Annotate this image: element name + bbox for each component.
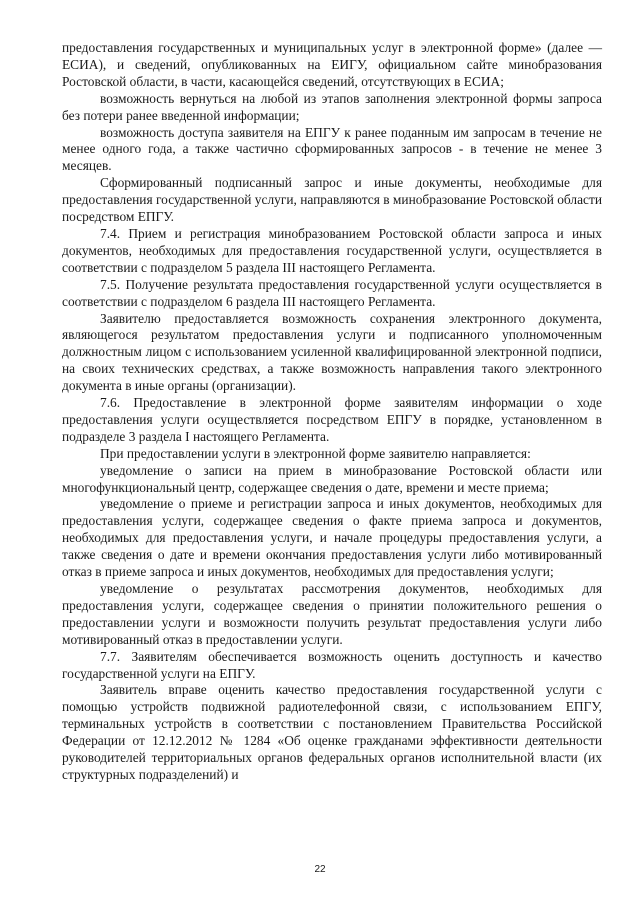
paragraph-notification-registration: уведомление о приеме и регистрации запроса и иных документов, необходимых для предоставления услуги, содержащее сведения о факте приема запроса и документов, необходимых для предоставления услуги, и начале процедуры предоставления услуги, а также сведения о дате и времени окончания предоставления услуги либо мотивированный отказ в приеме запроса и иных документов, необходимых для предоставления услуги; — [62, 496, 602, 580]
paragraph-7-6: 7.6. Предоставление в электронной форме заявителям информации о ходе предоставления услуги осуществляется посредством ЕПГУ в порядке, установленном в подразделе 3 раздела I настоящего Регламента. — [62, 395, 602, 444]
paragraph-access-previous-requests: возможность доступа заявителя на ЕПГУ к ранее поданным им запросам в течение не менее одного года, а также частично сформированных запросов - в течение не менее 3 месяцев. — [62, 124, 602, 174]
paragraph-7-5: 7.5. Получение результата предоставления государственной услуги осуществляется в соответствии с подразделом 6 раздела III настоящего Регламента. — [62, 276, 602, 309]
paragraph-signed-request-sent: Сформированный подписанный запрос и иные документы, необходимые для предоставления государственной услуги, направляются в минобразование Ростовской области посредством ЕПГУ. — [62, 175, 602, 225]
paragraph-save-electronic-document: Заявителю предоставляется возможность сохранения электронного документа, являющегося результатом предоставления услуги и подписанного уполномоченным должностным лицом с использованием усиленной квалифицированной электронной подписи, на своих технических средствах, а также возможность направления такого электронного документа в иные органы (организации). — [62, 310, 602, 394]
document-body — [62, 40, 602, 784]
page-number: 22 — [314, 864, 326, 875]
paragraph-notification-results: уведомление о результатах рассмотрения документов, необходимых для предоставления услуги, содержащее сведения о принятии положительного решения о предоставлении услуги и возможности получить результат предоставления услуги либо мотивированный отказ в предоставлении услуги. — [62, 581, 602, 647]
paragraph-7-4: 7.4. Прием и регистрация минобразованием Ростовской области запроса и иных документов, необходимых для предоставления государственной услуги, осуществляется в соответствии с подразделом 5 раздела III настоящего Регламента. — [62, 225, 602, 275]
paragraph-notification-appointment: уведомление о записи на прием в минобразование Ростовской области или многофункциональный центр, содержащее сведения о дате, времени и месте приема; — [62, 462, 602, 495]
paragraph-7-7: 7.7. Заявителям обеспечивается возможность оценить доступность и качество государственной услуги на ЕПГУ. — [62, 648, 602, 681]
paragraph-notifications-intro: При предоставлении услуги в электронной форме заявителю направляется: — [100, 445, 531, 461]
paragraph-quality-evaluation: Заявитель вправе оценить качество предоставления государственной услуги с помощью устройств подвижной радиотелефонной связи, с использованием ЕПГУ, терминальных устройств в соответствии с постановлением Правительства Российской Федерации от 12.12.2012 № 1284 «Об оценке гражданами эффективности деятельности руководителей территориальных органов федеральных органов исполнительной власти (их структурных подразделений) и — [62, 682, 602, 782]
paragraph-return-to-stage: возможность вернуться на любой из этапов заполнения электронной формы запроса без потери ранее введенной информации; — [62, 90, 602, 123]
paragraph-esia-continuation: предоставления государственных и муниципальных услуг в электронной форме» (далее — ЕСИА), и сведений, опубликованных на ЕИГУ, официальном сайте минобразования Ростовской области, в части, касающейся сведений, отсутствующих в ЕСИА; — [62, 40, 602, 89]
